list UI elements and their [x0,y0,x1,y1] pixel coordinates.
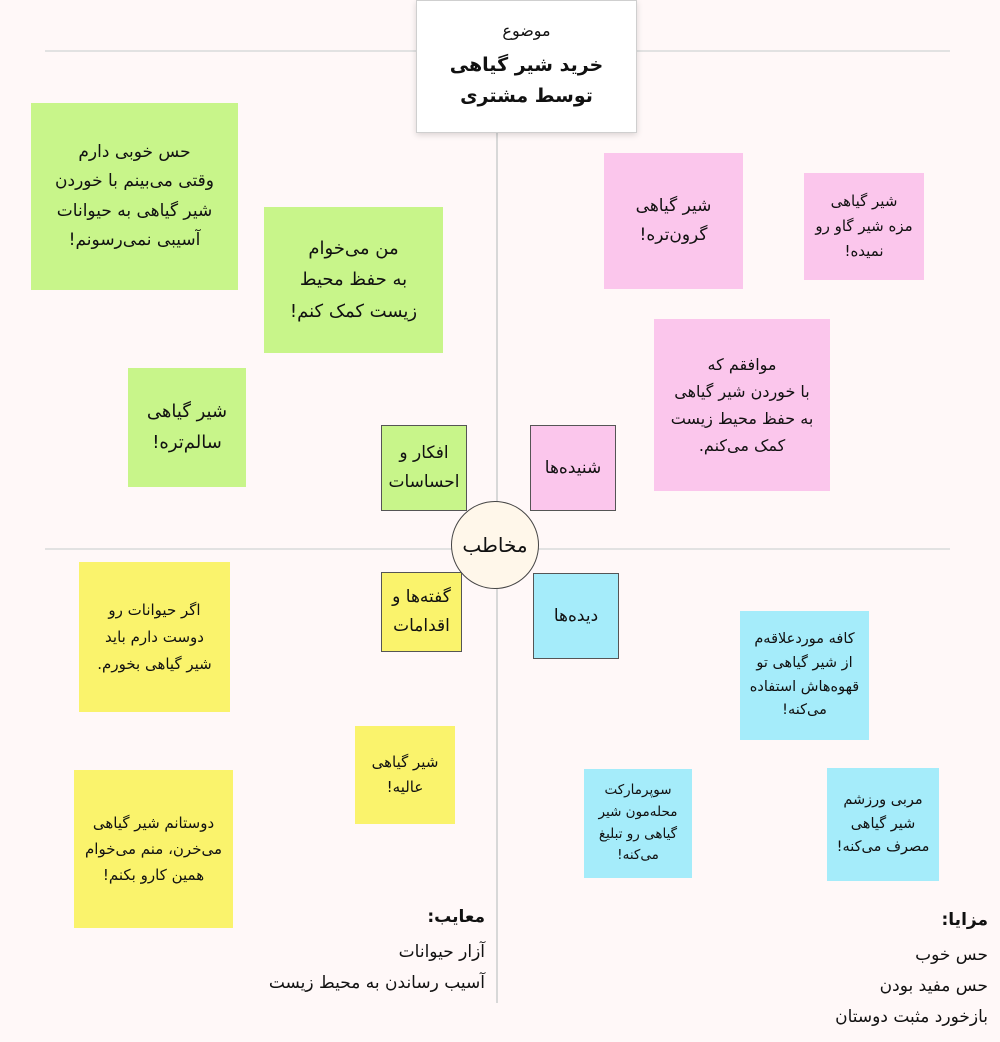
pros-section [728,910,988,1033]
sticky-note-seen: مربی ورزشم شیر گیاهی مصرف می‌کنه! [827,768,939,881]
sticky-note-thought: من می‌خوام به حفظ محیط زیست کمک کنم! [264,207,443,353]
cons-title: معایب: [427,907,485,927]
sticky-note-heard: شیر گیاهی مزه شیر گاو رو نمیده! [804,173,924,280]
quadrant-label-seen: دیده‌ها [533,573,619,659]
topic-title: خرید شیر گیاهی توسط مشتری [449,53,604,107]
sticky-note-heard: شیر گیاهی گرون‌تره! [604,153,743,289]
sticky-note-seen: سوپرمارکت محله‌مون شیر گیاهی رو تبلیغ می‌کنه! [584,769,692,878]
sticky-note-thought: شیر گیاهی سالم‌تره! [128,368,246,487]
cons-item: آسیب رساندن به محیط زیست [268,973,485,993]
quadrant-label-said: گفته‌ها و اقدامات [381,572,462,652]
sticky-note-seen: کافه موردعلاقه‌م از شیر گیاهی تو قهوه‌هاش استفاده می‌کنه! [740,611,869,740]
pros-title: مزایا: [941,910,988,930]
pros-item: بازخورد مثبت دوستان [835,1007,988,1027]
pros-item: حس خوب [915,945,988,965]
sticky-note-said: شیر گیاهی عالیه! [355,726,455,824]
topic-label: موضوع [502,20,551,40]
quadrant-label-heard: شنیده‌ها [530,425,616,511]
audience-circle: مخاطب [451,501,539,589]
pros-item: حس مفید بودن [879,976,988,996]
cons-section [185,907,485,999]
sticky-note-heard: موافقم که با خوردن شیر گیاهی به حفظ محیط زیست کمک می‌کنم. [654,319,830,491]
cons-item: آزار حیوانات [398,942,485,962]
sticky-note-thought: حس خوبی دارم وقتی می‌بینم با خوردن شیر گیاهی به حیوانات آسیبی نمی‌رسونم! [31,103,238,290]
sticky-note-said: اگر حیوانات رو دوست دارم باید شیر گیاهی بخورم. [79,562,230,712]
topic-card [416,0,637,133]
sticky-note-said: دوستانم شیر گیاهی می‌خرن، منم می‌خوام همین کارو بکنم! [74,770,233,928]
quadrant-label-thoughts: افکار و احساسات [381,425,467,511]
